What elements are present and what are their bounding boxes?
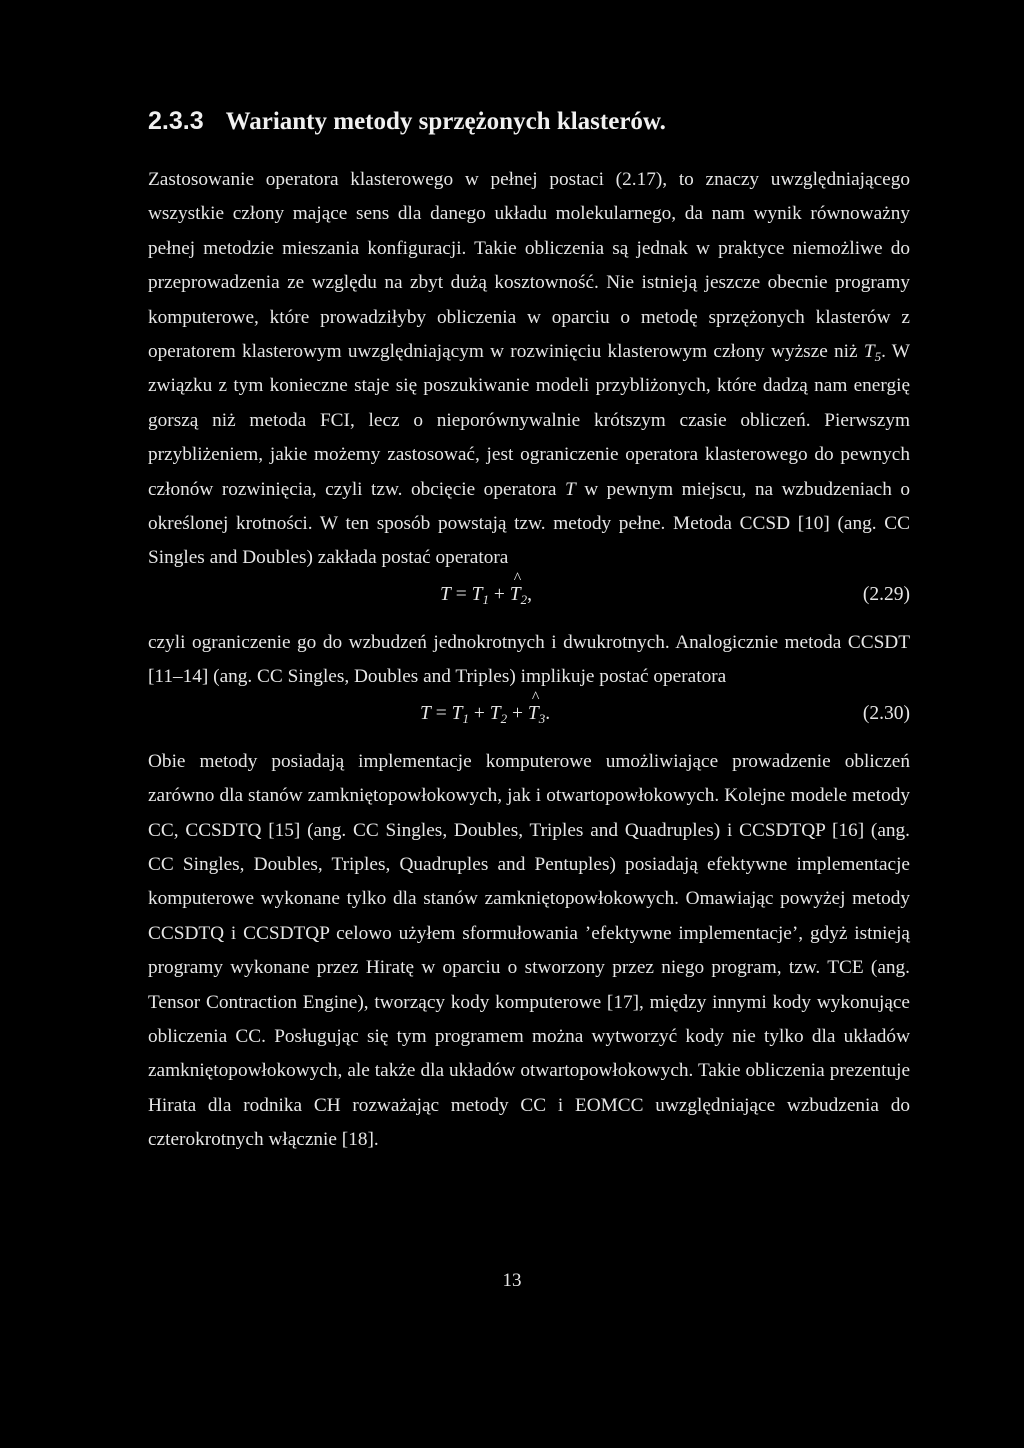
paragraph-2: czyli ograniczenie go do wzbudzeń jednokrotnych i dwukrotnych. Analogicznie metoda CCSDT [11–14] (ang. CC Singles, Doubles and Triples) implikuje postać operatora [148,631,910,688]
symbol-t5: $T_5$ [863,341,882,365]
hat-t3: ^ $T_3$ [528,703,545,725]
equation-2-30-formula: $T = T_1 + T_2$ + ^ $T_3$. [420,703,550,725]
equation-2-29-number: (2.29) [862,583,910,605]
paragraph-1-text-a: Zastosowanie operatora klasterowego w pełnej postaci (2.17), to znaczy uwzględniającego wszystkie człony mające sens dla danego układu molekularnego, da nam wynik równoważny pełnej metodzie mieszania konfiguracji. Takie obliczenia są jednak w praktyce niemożliwe do przeprowadzenia ze względu na zbyt dużą kosztowność. Nie istnieją jeszcze obecnie programy komputerowe, które prowadziłyby obliczenia w oparciu o metodę sprzężonych klasterów z operatorem klasterowym uwzględniającym w rozwinięciu klasterowym człony wyższe niż [148,169,910,363]
section-number: 2.3.3 [148,107,204,135]
paragraph-1 [148,163,910,576]
paragraph-1-text-c: w pewnym miejscu, na wzbudzeniach o określonej krotności. W ten sposób powstają tzw. metody pełne. Metoda CCSD [10] (ang. CC Singles and Doubles) zakłada postać operatora [148,478,910,569]
section-title: Warianty metody sprzężonych klasterów. [225,108,666,135]
equation-2-29-formula: $T = T_1$ + ^ $T_2$, [440,584,532,606]
page-number: 13 [502,1270,522,1291]
section-heading [148,104,910,139]
paragraph-3: Obie metody posiadają implementacje komputerowe umożliwiające prowadzenie obliczeń zarówno dla stanów zamkniętopowłokowych, jak i otwartopowłokowych. Kolejne modele metody CC, CCSDTQ [15] (ang. CC Singles, Doubles, Triples and Quadruples) i CCSDTQP [16] (ang. CC Singles, Doubles, Triples, Quadruples and Pentuples) posiadają efektywne implementacje komputerowe wykonane tylko dla stanów zamkniętopowłokowych. Omawiając powyżej metody CCSDTQ i CCSDTQP celowo użyłem sformułowania ’efektywne implementacje’, gdyż istnieją programy wykonane przez Hiratę w oparciu o stworzony przez niego program, tzw. TCE (ang. Tensor Contraction Engine), tworzący kody komputerowe [17], między innymi kody wykonujące obliczenia CC. Posługując się tym programem można wytworzyć kody nie tylko dla układów zamkniętopowłokowych, ale także dla układów otwartopowłokowych. Takie obliczenia prezentuje Hirata dla rodnika CH rozważając metody CC i EOMCC uwzględniające wzbudzenia do czterokrotnych włącznie [18]. [148,750,910,1151]
symbol-t: T [565,478,576,500]
equation-2-30-number: (2.30) [862,702,910,724]
hat-t2: ^ $T_2$ [510,584,527,606]
equation-2-29 [148,576,910,626]
paragraph-1-text-b: . W związku z tym konieczne staje się poszukiwanie modeli przybliżonych, które dadzą nam energię gorszą niż metoda FCI, lecz o nieporównywalnie krótszym czasie obliczeń. Pierwszym przybliżeniem, jakie możemy zastosować, jest ograniczenie operatora klasterowego do pewnych członów rozwinięcia, czyli tzw. obcięcie operatora [148,341,910,500]
document-page [148,104,910,1158]
equation-2-30 [148,695,910,745]
